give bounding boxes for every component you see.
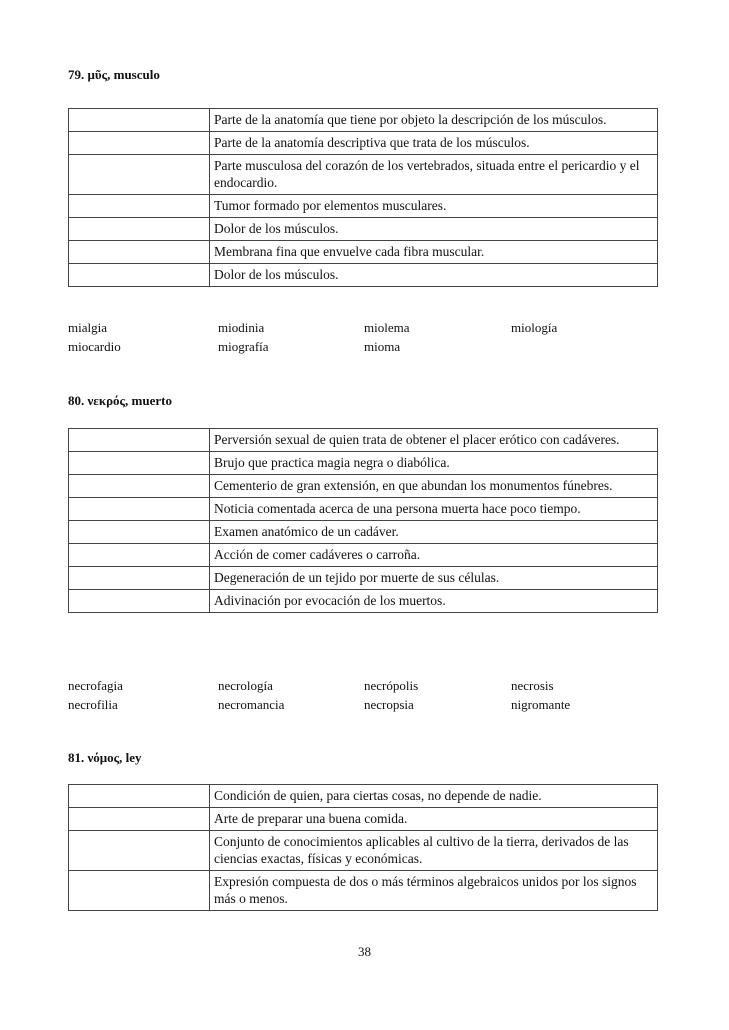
answer-cell[interactable] bbox=[69, 195, 210, 218]
definition-cell: Parte de la anatomía descriptiva que trata de los músculos. bbox=[210, 132, 658, 155]
table-row bbox=[69, 498, 658, 521]
answer-cell[interactable] bbox=[69, 452, 210, 475]
answer-cell[interactable] bbox=[69, 264, 210, 287]
answer-cell[interactable] bbox=[69, 871, 210, 911]
definition-cell: Examen anatómico de un cadáver. bbox=[210, 521, 658, 544]
table-row bbox=[69, 241, 658, 264]
answer-cell[interactable] bbox=[69, 544, 210, 567]
definition-cell: Parte musculosa del corazón de los vertebrados, situada entre el pericardio y el endocardio. bbox=[210, 155, 658, 195]
section-heading bbox=[68, 393, 172, 409]
answer-cell[interactable] bbox=[69, 241, 210, 264]
word-option: mialgia bbox=[68, 320, 107, 335]
word-option: necrología bbox=[218, 678, 273, 693]
table-row bbox=[69, 155, 658, 195]
definition-cell: Membrana fina que envuelve cada fibra muscular. bbox=[210, 241, 658, 264]
answer-cell[interactable] bbox=[69, 808, 210, 831]
definition-cell: Tumor formado por elementos musculares. bbox=[210, 195, 658, 218]
answer-cell[interactable] bbox=[69, 109, 210, 132]
word-option: miolema bbox=[364, 320, 410, 335]
definition-cell: Acción de comer cadáveres o carroña. bbox=[210, 544, 658, 567]
answer-cell[interactable] bbox=[69, 218, 210, 241]
answer-cell[interactable] bbox=[69, 498, 210, 521]
table-row bbox=[69, 109, 658, 132]
table-row bbox=[69, 195, 658, 218]
answer-cell[interactable] bbox=[69, 521, 210, 544]
section-number: 80. bbox=[68, 393, 85, 408]
root-meaning: muerto bbox=[131, 393, 172, 408]
definition-cell: Conjunto de conocimientos aplicables al cultivo de la tierra, derivados de las ciencias exactas, físicas y económicas. bbox=[210, 831, 658, 871]
definition-cell: Brujo que practica magia negra o diabólica. bbox=[210, 452, 658, 475]
definition-cell: Arte de preparar una buena comida. bbox=[210, 808, 658, 831]
answer-cell[interactable] bbox=[69, 831, 210, 871]
table-row bbox=[69, 429, 658, 452]
definitions-table bbox=[68, 784, 658, 911]
definition-cell: Parte de la anatomía que tiene por objeto la descripción de los músculos. bbox=[210, 109, 658, 132]
word-option: miodinia bbox=[218, 320, 265, 335]
word-option: necromancia bbox=[218, 697, 285, 712]
table-row bbox=[69, 452, 658, 475]
definition-cell: Degeneración de un tejido por muerte de sus células. bbox=[210, 567, 658, 590]
definitions-table bbox=[68, 428, 658, 613]
answer-cell[interactable] bbox=[69, 590, 210, 613]
word-option: necrofagia bbox=[68, 678, 123, 693]
greek-root: μῦς, bbox=[87, 67, 111, 82]
word-option: necrópolis bbox=[364, 678, 419, 693]
word-option: necropsia bbox=[364, 697, 414, 712]
greek-root: νόμος, bbox=[87, 750, 123, 765]
section-heading bbox=[68, 67, 160, 83]
table-row bbox=[69, 808, 658, 831]
greek-root: νεκρός, bbox=[87, 393, 129, 408]
word-option: nigromante bbox=[511, 697, 571, 712]
table-row bbox=[69, 475, 658, 498]
word-option: mioma bbox=[364, 339, 401, 354]
answer-cell[interactable] bbox=[69, 475, 210, 498]
page-number: 38 bbox=[358, 944, 371, 959]
definition-cell: Adivinación por evocación de los muertos. bbox=[210, 590, 658, 613]
definition-cell: Expresión compuesta de dos o más términos algebraicos unidos por los signos más o menos. bbox=[210, 871, 658, 911]
table-row bbox=[69, 132, 658, 155]
definitions-table bbox=[68, 108, 658, 287]
table-row bbox=[69, 264, 658, 287]
section-heading bbox=[68, 750, 142, 766]
table-row bbox=[69, 590, 658, 613]
answer-cell[interactable] bbox=[69, 785, 210, 808]
answer-cell[interactable] bbox=[69, 155, 210, 195]
table-row bbox=[69, 218, 658, 241]
word-option: miocardio bbox=[68, 339, 121, 354]
table-row bbox=[69, 831, 658, 871]
answer-cell[interactable] bbox=[69, 429, 210, 452]
table-row bbox=[69, 785, 658, 808]
definition-cell: Noticia comentada acerca de una persona muerta hace poco tiempo. bbox=[210, 498, 658, 521]
root-meaning: musculo bbox=[113, 67, 160, 82]
section-number: 79. bbox=[68, 67, 85, 82]
table-row bbox=[69, 567, 658, 590]
definition-cell: Perversión sexual de quien trata de obtener el placer erótico con cadáveres. bbox=[210, 429, 658, 452]
table-row bbox=[69, 871, 658, 911]
answer-cell[interactable] bbox=[69, 132, 210, 155]
table-row bbox=[69, 521, 658, 544]
table-row bbox=[69, 544, 658, 567]
section-number: 81. bbox=[68, 750, 85, 765]
definition-cell: Dolor de los músculos. bbox=[210, 264, 658, 287]
word-option: miología bbox=[511, 320, 558, 335]
word-option: necrofilia bbox=[68, 697, 118, 712]
definition-cell: Cementerio de gran extensión, en que abundan los monumentos fúnebres. bbox=[210, 475, 658, 498]
answer-cell[interactable] bbox=[69, 567, 210, 590]
definition-cell: Condición de quien, para ciertas cosas, no depende de nadie. bbox=[210, 785, 658, 808]
word-option: miografía bbox=[218, 339, 269, 354]
root-meaning: ley bbox=[125, 750, 142, 765]
word-option: necrosis bbox=[511, 678, 554, 693]
definition-cell: Dolor de los músculos. bbox=[210, 218, 658, 241]
